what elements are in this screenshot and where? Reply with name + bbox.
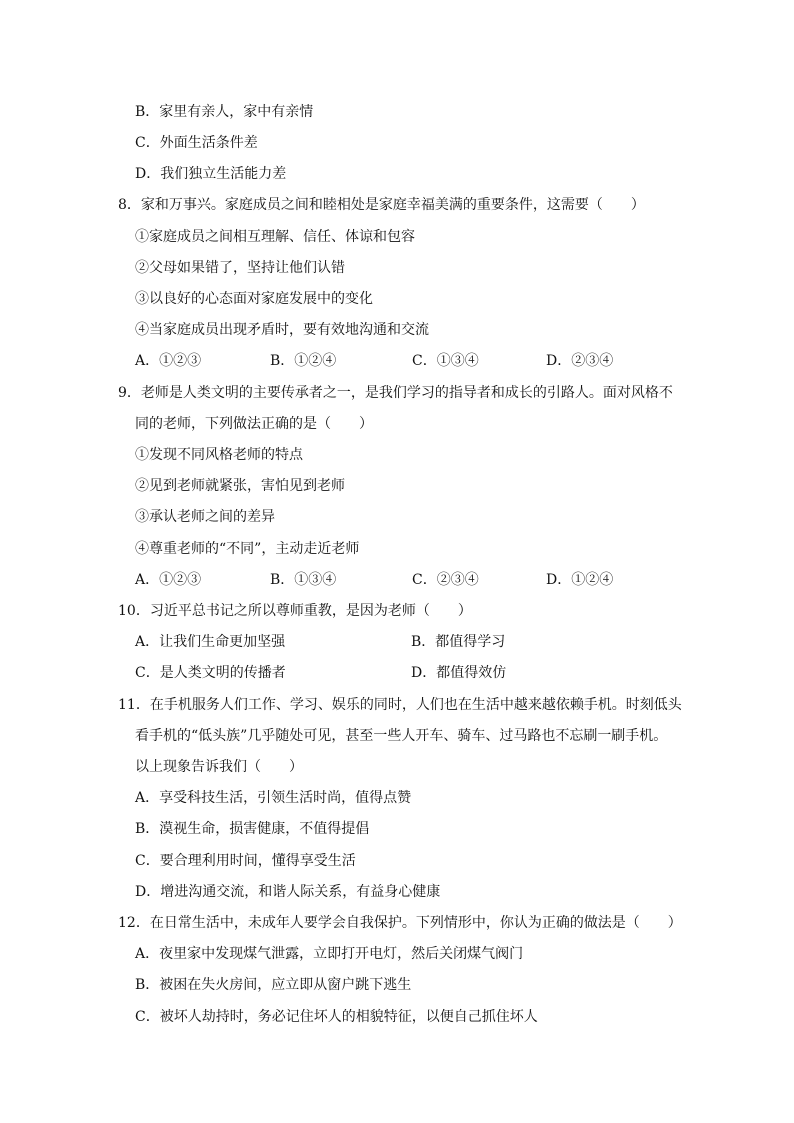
q8-choice-d: D．②③④	[546, 353, 614, 369]
q9-statement-1: ①发现不同风格老师的特点	[135, 447, 303, 463]
q8-statement-3: ③以良好的心态面对家庭发展中的变化	[135, 291, 373, 307]
q8-choice-b: B．①②④	[270, 353, 337, 369]
q11-option-c: C．要合理利用时间，懂得享受生活	[135, 853, 356, 869]
q8-choice-a: A．①②③	[135, 353, 202, 369]
q10-stem: 10．习近平总书记之所以尊师重教，是因为老师（ ）	[118, 603, 472, 619]
q11-stem-line-3: 以上现象告诉我们（ ）	[135, 759, 303, 775]
q12-stem: 12．在日常生活中，未成年人要学会自我保护。下列情形中，你认为正确的做法是（ ）	[118, 915, 682, 931]
q9-choice-a: A．①②③	[135, 572, 202, 588]
q11-stem-line-1: 11．在手机服务人们工作、学习、娱乐的同时，人们也在生活中越来越依赖手机。时刻低头	[118, 697, 682, 713]
q11-option-b: B．漠视生命，损害健康，不值得提倡	[135, 821, 370, 837]
q9-statement-2: ②见到老师就紧张，害怕见到老师	[135, 478, 345, 494]
q7-option-d: D．我们独立生活能力差	[135, 166, 287, 182]
q9-choice-d: D．①②④	[546, 572, 614, 588]
q10-option-a: A．让我们生命更加坚强	[135, 634, 286, 650]
q9-statement-4: ④尊重老师的“不同”，主动走近老师	[135, 541, 360, 557]
q9-stem-line-2: 同的老师，下列做法正确的是（ ）	[135, 416, 373, 432]
q12-option-a: A．夜里家中发现煤气泄露，立即打开电灯，然后关闭煤气阀门	[135, 946, 524, 962]
q10-option-b: B．都值得学习	[411, 634, 506, 650]
q9-statement-3: ③承认老师之间的差异	[135, 509, 275, 525]
q9-stem-line-1: 9．老师是人类文明的主要传承者之一，是我们学习的指导者和成长的引路人。面对风格不	[118, 385, 673, 401]
q11-option-d: D．增进沟通交流，和谐人际关系，有益身心健康	[135, 884, 441, 900]
q8-statement-1: ①家庭成员之间相互理解、信任、体谅和包容	[135, 229, 415, 245]
q8-choice-c: C．①③④	[412, 353, 479, 369]
q8-stem: 8．家和万事兴。家庭成员之间和睦相处是家庭幸福美满的重要条件，这需要（ ）	[118, 197, 645, 213]
q9-choice-c: C．②③④	[412, 572, 479, 588]
q10-option-c: C．是人类文明的传播者	[135, 665, 286, 681]
q8-statement-4: ④当家庭成员出现矛盾时，要有效地沟通和交流	[135, 322, 429, 338]
q11-stem-line-2: 看手机的“低头族”几乎随处可见，甚至一些人开车、骑车、过马路也不忘刷一刷手机。	[135, 728, 668, 744]
q12-option-c: C．被坏人劫持时，务必记住坏人的相貌特征，以便自己抓住坏人	[135, 1009, 538, 1025]
q12-option-b: B．被困在失火房间，应立即从窗户跳下逃生	[135, 977, 412, 993]
q11-option-a: A．享受科技生活，引领生活时尚，值得点赞	[135, 790, 412, 806]
q7-option-b: B．家里有亲人，家中有亲情	[135, 104, 314, 120]
q10-option-d: D．都值得效仿	[411, 665, 507, 681]
q7-option-c: C．外面生活条件差	[135, 135, 258, 151]
q8-statement-2: ②父母如果错了，坚持让他们认错	[135, 260, 345, 276]
q9-choice-b: B．①③④	[270, 572, 337, 588]
